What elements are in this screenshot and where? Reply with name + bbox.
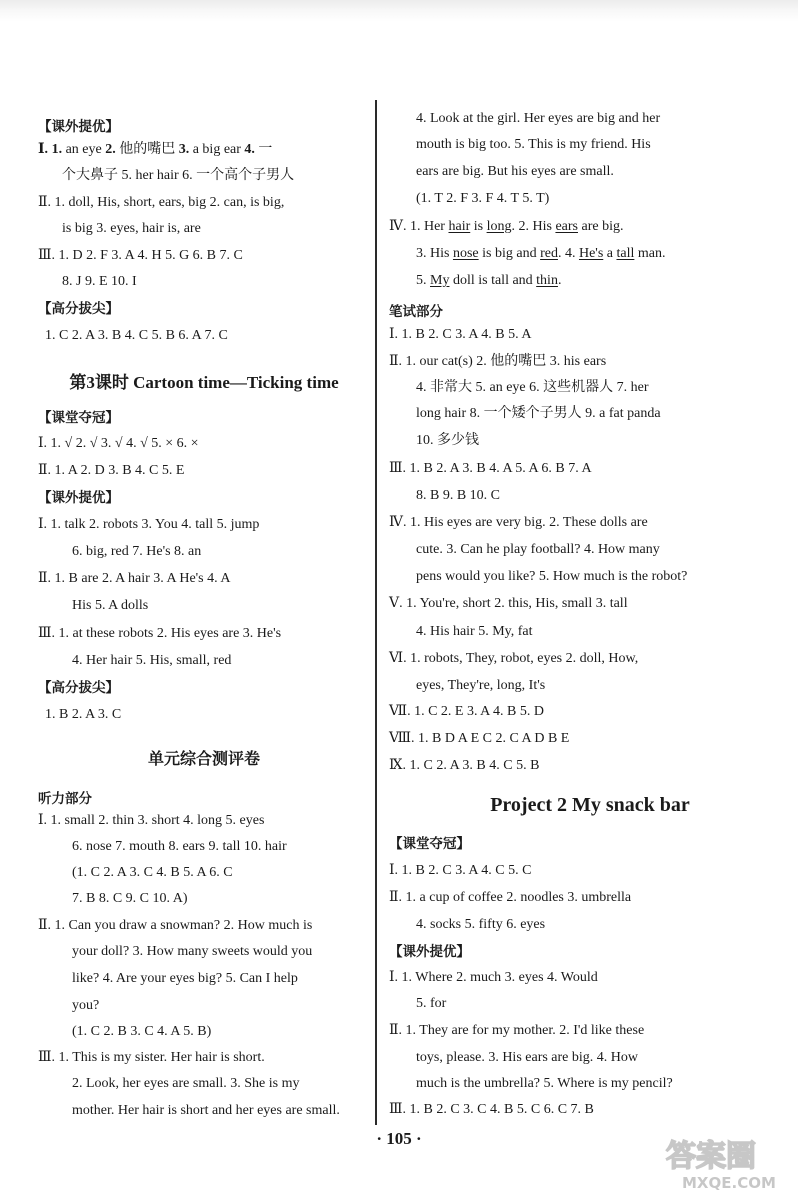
answer-line: Ⅵ. 1. robots, They, robot, eyes 2. doll, How,	[389, 651, 639, 666]
unit-test-title: 单元综合测评卷	[147, 749, 260, 768]
answer-line: 1. B 2. A 3. C	[45, 707, 122, 722]
answer-line: like? 4. Are your eyes big? 5. Can I help	[72, 971, 298, 986]
answer-line: Ⅲ. 1. This is my sister. Her hair is short.	[38, 1050, 265, 1065]
section-header: 【课外提优】	[38, 119, 119, 135]
section-header: 【高分拔尖】	[38, 680, 119, 696]
answer-line: Ⅰ. 1. √ 2. √ 3. √ 4. √ 5. × 6. ×	[38, 436, 199, 451]
answer-line: (1. T 2. F 3. F 4. T 5. T)	[416, 191, 550, 206]
answer-line: Ⅶ. 1. C 2. E 3. A 4. B 5. D	[389, 704, 544, 719]
answer-line: 1. C 2. A 3. B 4. C 5. B 6. A 7. C	[45, 328, 228, 343]
answer-line: 8. J 9. E 10. I	[62, 274, 137, 289]
written-section-title: 笔试部分	[389, 304, 443, 320]
answer-line: Ⅲ. 1. at these robots 2. His eyes are 3. He's	[38, 626, 282, 641]
answer-line: Ⅰ. 1. talk 2. robots 3. You 4. tall 5. jump	[38, 517, 260, 532]
answer-line: Ⅷ. 1. B D A E C 2. C A D B E	[389, 731, 570, 746]
answer-line: 3. His nose is big and red. 4. He's a tall man.	[416, 246, 666, 261]
answer-line: 4. 非常大 5. an eye 6. 这些机器人 7. her	[416, 380, 649, 395]
answer-line: Ⅰ. 1. small 2. thin 3. short 4. long 5. eyes	[38, 813, 265, 828]
answer-line: much is the umbrella? 5. Where is my pencil?	[416, 1076, 673, 1091]
section-header: 【高分拔尖】	[38, 301, 119, 317]
answer-line: 5. for	[416, 996, 447, 1011]
answer-line: is big 3. eyes, hair is, are	[62, 221, 201, 236]
answer-line: Ⅲ. 1. B 2. C 3. C 4. B 5. C 6. C 7. B	[389, 1102, 594, 1117]
column-divider	[375, 100, 377, 1125]
answer-line: mother. Her hair is short and her eyes are small.	[72, 1103, 340, 1118]
answer-line: Ⅱ. 1. our cat(s) 2. 他的嘴巴 3. his ears	[389, 354, 607, 369]
project-title: Project 2 My snack bar	[490, 794, 690, 816]
listening-section-title: 听力部分	[38, 791, 92, 807]
answer-line: long hair 8. 一个矮个子男人 9. a fat panda	[416, 406, 661, 421]
answer-line: toys, please. 3. His ears are big. 4. How	[416, 1050, 639, 1065]
answer-line: Ⅳ. 1. Her hair is long. 2. His ears are big.	[389, 219, 624, 234]
watermark-text: 答案圈	[666, 1139, 756, 1174]
answer-line: (1. C 2. B 3. C 4. A 5. B)	[72, 1024, 212, 1039]
page-number: · 105 ·	[376, 1129, 422, 1148]
answer-line: 7. B 8. C 9. C 10. A)	[72, 891, 188, 906]
answer-line: Ⅱ. 1. Can you draw a snowman? 2. How much is	[38, 918, 313, 933]
section-header: 【课堂夺冠】	[389, 836, 470, 852]
answer-line: eyes, They're, long, It's	[416, 678, 546, 693]
watermark-logo-icon	[662, 1130, 792, 1194]
answer-line: (1. C 2. A 3. C 4. B 5. A 6. C	[72, 865, 233, 880]
answer-line: Ⅲ. 1. D 2. F 3. A 4. H 5. G 6. B 7. C	[38, 248, 243, 263]
answer-line: 5. My doll is tall and thin.	[416, 273, 562, 288]
answer-line: 8. B 9. B 10. C	[416, 488, 501, 503]
watermark-url: MXQE.COM	[682, 1174, 776, 1192]
answer-line: ears are big. But his eyes are small.	[416, 164, 614, 179]
answer-line: 10. 多少钱	[416, 433, 479, 448]
answer-line: 6. nose 7. mouth 8. ears 9. tall 10. hair	[72, 839, 287, 854]
answer-line: you?	[72, 998, 100, 1013]
answer-line: 4. Her hair 5. His, small, red	[72, 653, 232, 668]
answer-line: 个大鼻子 5. her hair 6. 一个高个子男人	[62, 168, 295, 183]
answer-line: Ⅳ. 1. His eyes are very big. 2. These dolls are	[389, 515, 648, 530]
answer-line: your doll? 3. How many sweets would you	[72, 944, 313, 959]
answer-line: 4. His hair 5. My, fat	[416, 624, 533, 639]
lesson-title: 第3课时 Cartoon time—Ticking time	[69, 373, 339, 392]
section-header: 【课堂夺冠】	[38, 410, 119, 426]
answer-line: Ⅱ. 1. doll, His, short, ears, big 2. can, is big,	[38, 195, 285, 210]
answer-line: Ⅸ. 1. C 2. A 3. B 4. C 5. B	[389, 758, 540, 773]
answer-line: Ⅰ. 1. B 2. C 3. A 4. C 5. C	[389, 863, 532, 878]
answer-line: mouth is big too. 5. This is my friend. His	[416, 137, 651, 152]
scan-edge-shadow	[0, 0, 798, 22]
answer-line: pens would you like? 5. How much is the robot?	[416, 569, 688, 584]
answer-line: Ⅱ. 1. A 2. D 3. B 4. C 5. E	[38, 463, 185, 478]
answer-line: Ⅱ. 1. a cup of coffee 2. noodles 3. umbrella	[389, 890, 632, 905]
answer-line: Ⅲ. 1. B 2. A 3. B 4. A 5. A 6. B 7. A	[389, 461, 592, 476]
answer-line: 2. Look, her eyes are small. 3. She is my	[72, 1076, 300, 1091]
answer-line: 4. socks 5. fifty 6. eyes	[416, 917, 546, 932]
answer-line: 4. Look at the girl. Her eyes are big and her	[416, 111, 661, 126]
answer-line: Ⅰ. 1. Where 2. much 3. eyes 4. Would	[389, 970, 598, 985]
answer-line: Ⅰ. 1. an eye 2. 他的嘴巴 3. a big ear 4. 一	[38, 142, 273, 157]
answer-line: His 5. A dolls	[72, 598, 149, 613]
answer-line: cute. 3. Can he play football? 4. How many	[416, 542, 660, 557]
answer-line: Ⅴ. 1. You're, short 2. this, His, small 3. tall	[389, 596, 628, 611]
answer-line: Ⅰ. 1. B 2. C 3. A 4. B 5. A	[389, 327, 532, 342]
section-header: 【课外提优】	[38, 490, 119, 506]
answer-line: Ⅱ. 1. They are for my mother. 2. I'd like these	[389, 1023, 645, 1038]
section-header: 【课外提优】	[389, 944, 470, 960]
answer-line: 6. big, red 7. He's 8. an	[72, 544, 202, 559]
answer-line: Ⅱ. 1. B are 2. A hair 3. A He's 4. A	[38, 571, 231, 586]
